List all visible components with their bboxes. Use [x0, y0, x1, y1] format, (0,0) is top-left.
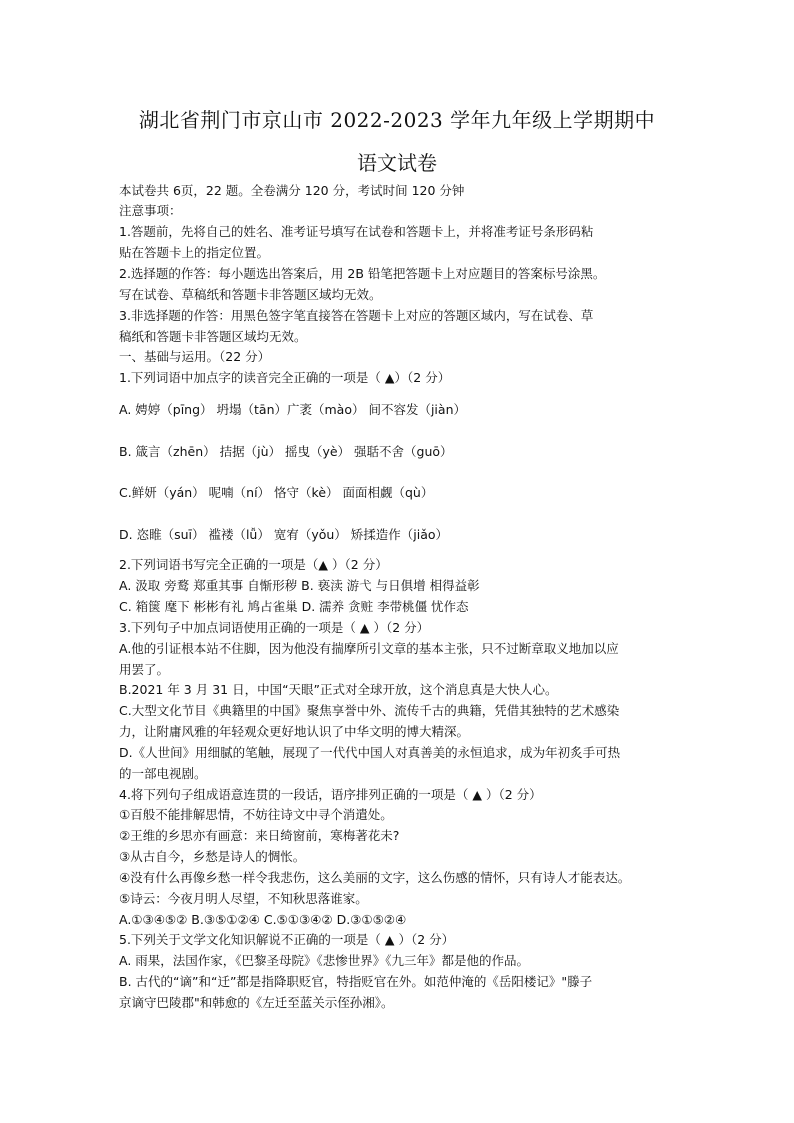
q3-option-d-1: D.《人世间》用细腻的笔触，展现了一代代中国人对真善美的永恒追求，成为年初炙手可热: [119, 745, 621, 760]
q3-option-b: B.2021 年 3 月 31 日，中国“天眼”正式对全球开放，这个消息真是大快人心。: [119, 682, 558, 697]
q2-options-ab: A. 汲取 旁鹜 郑重其事 自惭形秽 B. 亵渎 游弋 与日俱增 相得益彰: [119, 578, 480, 593]
q4-sentence-5: ⑤诗云：今夜月明人尽望，不知秋思落谁家。: [119, 891, 368, 906]
notice-2b: 写在试卷、草稿纸和答题卡非答题区域均无效。: [119, 287, 382, 302]
q1-option-d: D. 恣睢（suī） 褴褛（lǚ） 宽宥（yǒu） 矫揉造作（jiǎo）: [119, 527, 449, 542]
q3-option-c-1: C.大型文化节目《典籍里的中国》聚焦享誉中外、流传千古的典籍，凭借其独特的艺术感染: [119, 703, 620, 718]
notice-2a: 2.选择题的作答：每小题选出答案后，用 2B 铅笔把答题卡上对应题目的答案标号涂黑。: [119, 266, 606, 281]
notice-3a: 3.非选择题的作答：用黑色签字笔直接答在答题卡上对应的答题区域内，写在试卷、草: [119, 308, 594, 323]
notice-heading: 注意事项：: [119, 203, 182, 218]
q4-sentence-3: ③从古自今，乡愁是诗人的惆怅。: [119, 849, 306, 864]
q5-option-b-2: 京谪守巴陵郡"和韩愈的《左迁至蓝关示侄孙湘》。: [119, 995, 394, 1010]
q5-stem: 5.下列关于文学文化知识解说不正确的一项是（ ▲ ）（2 分）: [119, 932, 455, 947]
notice-1a: 1.答题前，先将自己的姓名、准考证号填写在试卷和答题卡上，并将准考证号条形码粘: [119, 224, 594, 239]
notice-3b: 稿纸和答题卡非答题区域均无效。: [119, 329, 307, 344]
q2-options-cd: C. 箱箧 麾下 彬彬有礼 鸠占雀巢 D. 濡养 贪赃 李带桃僵 忧作态: [119, 599, 469, 614]
q1-stem: 1.下列词语中加点字的读音完全正确的一项是（ ▲）（2 分）: [119, 370, 451, 385]
exam-title: 湖北省荆门市京山市 2022-2023 学年九年级上学期期中: [138, 108, 656, 132]
q3-option-a-2: 用罢了。: [119, 662, 170, 677]
q3-stem: 3.下列句子中加点词语使用正确的一项是（ ▲ ）（2 分）: [119, 620, 430, 635]
q1-option-b: B. 箴言（zhēn） 拮据（jù） 摇曳（yè） 强聒不舍（guō）: [119, 444, 453, 459]
q3-option-c-2: 力，让附庸风雅的年轻观众更好地认识了中华文明的博大精深。: [119, 724, 470, 739]
q4-sentence-4: ④没有什么再像乡愁一样令我悲伤，这么美丽的文字，这么伤感的情怀，只有诗人才能表达。: [119, 870, 631, 885]
q5-option-b-1: B. 古代的“谪”和“迁”都是指降职贬官，特指贬官在外。如范仲淹的《岳阳楼记》"滕子: [119, 974, 593, 989]
q2-stem: 2.下列词语书写完全正确的一项是（▲ ）（2 分）: [119, 557, 388, 572]
q1-option-c: C.鲜妍（yán） 呢喃（ní） 恪守（kè） 面面相觑（qù）: [119, 485, 434, 500]
q4-sentence-1: ①百般不能排解思情，不妨往诗文中寻个消遣处。: [119, 807, 393, 822]
section-heading: 一、基础与运用。（22 分）: [119, 349, 271, 364]
q5-option-a: A. 雨果，法国作家，《巴黎圣母院》《悲惨世界》《九三年》都是他的作品。: [119, 953, 530, 968]
q1-option-a: A. 娉婷（pīng） 坍塌（tān）广袤（mào） 间不容发（jiàn）: [119, 402, 466, 417]
notice-1b: 贴在答题卡上的指定位置。: [119, 245, 270, 260]
q3-option-d-2: 的一部电视剧。: [119, 766, 207, 781]
q4-sentence-2: ②王维的乡思亦有画意：来日绮窗前，寒梅著花未?: [119, 828, 400, 843]
exam-subtitle: 语文试卷: [357, 151, 437, 175]
exam-intro: 本试卷共 6页，22 题。全卷满分 120 分，考试时间 120 分钟: [119, 183, 465, 198]
q4-options: A.①③④⑤② B.③⑤①②④ C.⑤①③④② D.③①⑤②④: [119, 912, 407, 927]
q3-option-a-1: A.他的引证根本站不住脚，因为他没有揣摩所引文章的基本主张，只不过断章取义地加以应: [119, 641, 619, 656]
q4-stem: 4.将下列句子组成语意连贯的一段话，语序排列正确的一项是（ ▲ ）（2 分）: [119, 787, 542, 802]
